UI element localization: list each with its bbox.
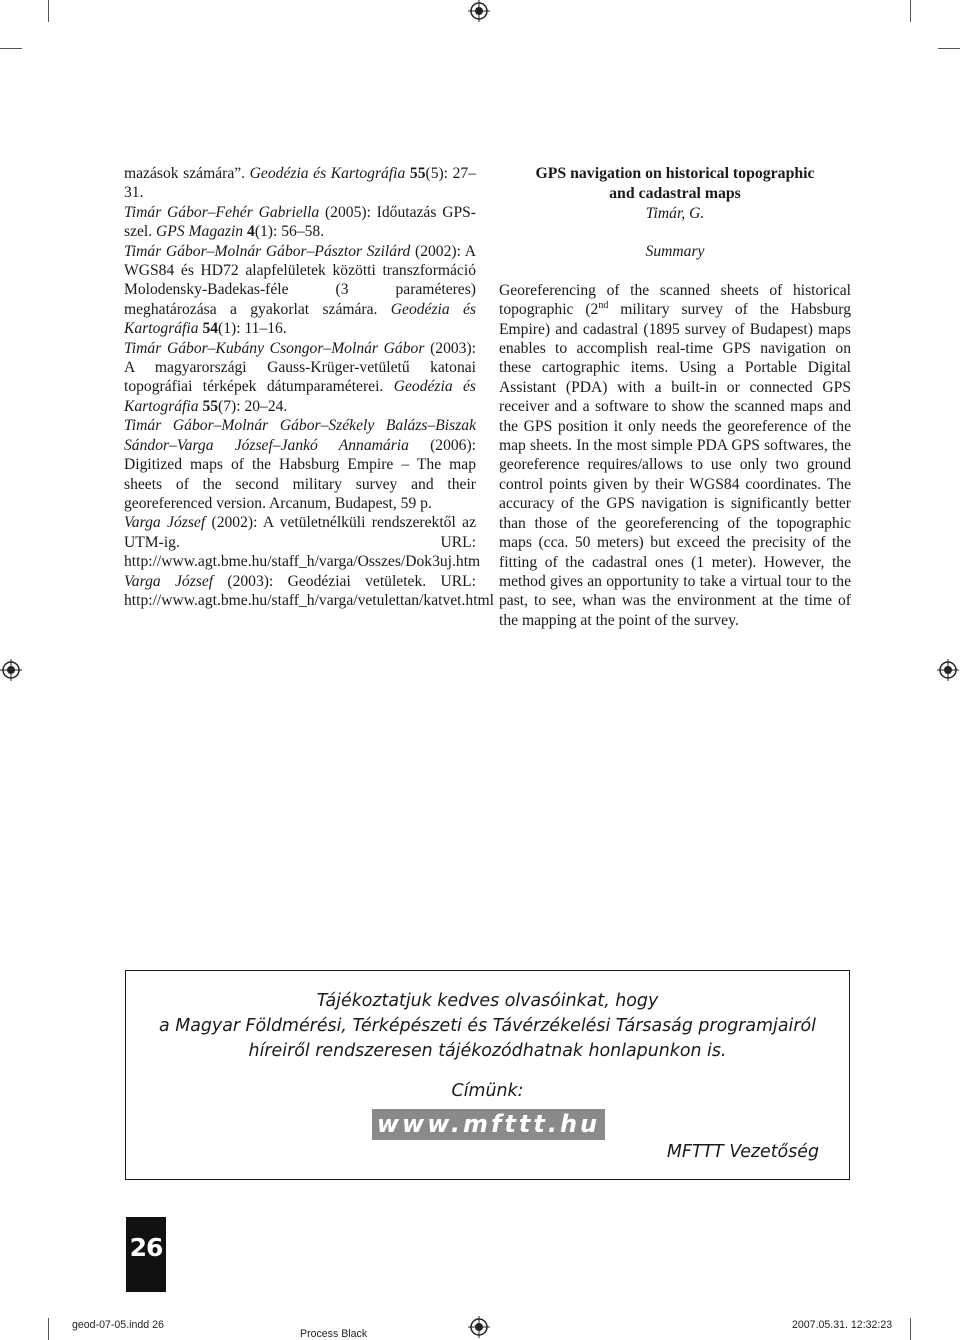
reference-authors: Varga József [124,572,214,590]
reference-pages: (1): 56–58. [254,223,325,241]
reference-text: (2006): Digitized maps of the Habsburg Empire – The map sheets of the second military survey and their georeferenced version. Arcanum, Budapest, 59 p. [124,436,476,512]
reference-text: (2003): A magyarországi Gauss-Krüger-vetületű katonai topográfiai térképek dátumparaméterei. [124,339,476,396]
reference-text: (2005): Időutazás GPS-szel. [124,203,476,241]
notice-line: híreiről rendszeresen tájékozódhatnak honlapunkon is. [248,1041,727,1061]
slug-color: Process Black [300,1328,368,1340]
reference-authors: Varga József [124,514,206,532]
reference-item [124,572,494,611]
slug-date: 2007.05.31. 12:32:23 [792,1319,893,1331]
reference-authors: Timár Gábor–Fehér Gabriella [124,203,320,221]
website-url-link[interactable]: www.mfttt.hu [372,1109,605,1140]
crop-mark [48,0,49,22]
crop-mark [938,48,960,49]
registration-mark-icon [0,659,22,681]
reference-authors: Timár Gábor–Molnár Gábor–Székely Balázs–Biszak Sándor–Varga József–Jankó Annamária [124,417,476,454]
journal-name: GPS Magazin [156,223,244,241]
notice-box [125,970,850,1180]
journal-name: Geodézia és Kartográfia [124,300,476,338]
volume: 4 [247,223,255,241]
reference-text: mazások számára”. [124,165,250,182]
reference-text: (2003): Geodéziai vetületek. URL: http://www.agt.bme.hu/staff_h/varga/vetulettan/katvet.html [124,572,494,609]
summary-column [499,164,851,630]
article-title [499,164,851,204]
journal-name: Geodézia és Kartográfia [249,165,406,182]
volume: 54 [202,320,219,338]
summary-text: military survey of the Habsburg Empire) and cadastral (1895 survey of Budapest) maps enables to accomplish real-time GPS navigation on these cartographic items. Using a Portable Digital Assistant (PDA) with a built-in or connected GPS receiver and a software to show the scanned maps and the GPS position it only needs the georeference of the map sheets. In the most simple PDA GPS softwares, the georeference requires/allows to use only two ground control points given by their WGS84 coordinates. The accuracy of the GPS navigation is significantly better than those of the georeferencing of the topographic maps (cca. 50 meters) but exceed the precisity of the fitting of the cadastral ones (1 meter). However, the method gives an opportunity to take a virtual tour to the past, to see, whan was the environment at the time of the mapping at the point of the survey. [499,301,851,629]
title-line: and cadastral maps [609,185,741,202]
reference-text: (2002): A WGS84 és HD72 alapfelületek közötti transzformáció Molodensky-Badekas-féle (3 paraméteres) meghatározása a gyakorlat számára. [124,242,476,318]
journal-name: Geodézia és Kartográfia [124,378,476,415]
crop-mark [48,1318,49,1340]
reference-pages: (5): 27–31. [124,165,477,202]
page-number: 26 [126,1217,166,1292]
crop-mark [910,1318,911,1340]
references-column [124,164,494,610]
reference-item [124,164,476,203]
crop-mark [910,0,911,22]
reference-item [124,416,476,513]
reference-item [124,242,476,339]
registration-mark-icon [937,659,959,681]
reference-item [124,513,481,571]
reference-text: (2002): A vetületnélküli rendszerektől az UTM-ig. URL: http://www.agt.bme.hu/staff_h/varga/Osszes/Dok3uj.htm [124,514,481,571]
volume: 55 [202,397,219,415]
summary-paragraph [499,281,851,630]
signature: MFTTT Vezetőség [666,1142,819,1162]
slug-filename: geod-07-05.indd 26 [72,1319,164,1331]
summary-heading: Summary [645,243,705,261]
registration-mark-icon [468,0,490,22]
superscript: nd [598,300,609,312]
summary-text: Georeferencing of the scanned sheets of historical topographic (2 [499,281,851,319]
notice-line: a Magyar Földmérési, Térképészeti és Távérzékelési Társaság programjairól [159,1016,816,1036]
reference-item [124,339,476,417]
volume: 55 [409,165,426,182]
reference-pages: (1): 11–16. [218,320,287,338]
address-label: Címünk: [451,1081,524,1101]
notice-line: Tájékoztatjuk kedves olvasóinkat, hogy [316,991,659,1011]
registration-mark-icon [468,1316,490,1338]
reference-pages: (7): 20–24. [218,397,288,415]
reference-item [124,203,476,242]
article-author: Timár, G. [645,205,705,222]
reference-authors: Timár Gábor–Kubány Csongor–Molnár Gábor [124,339,425,357]
title-line: GPS navigation on historical topographic [535,165,815,182]
crop-mark [0,48,22,49]
reference-authors: Timár Gábor–Molnár Gábor–Pásztor Szilárd [124,242,411,260]
